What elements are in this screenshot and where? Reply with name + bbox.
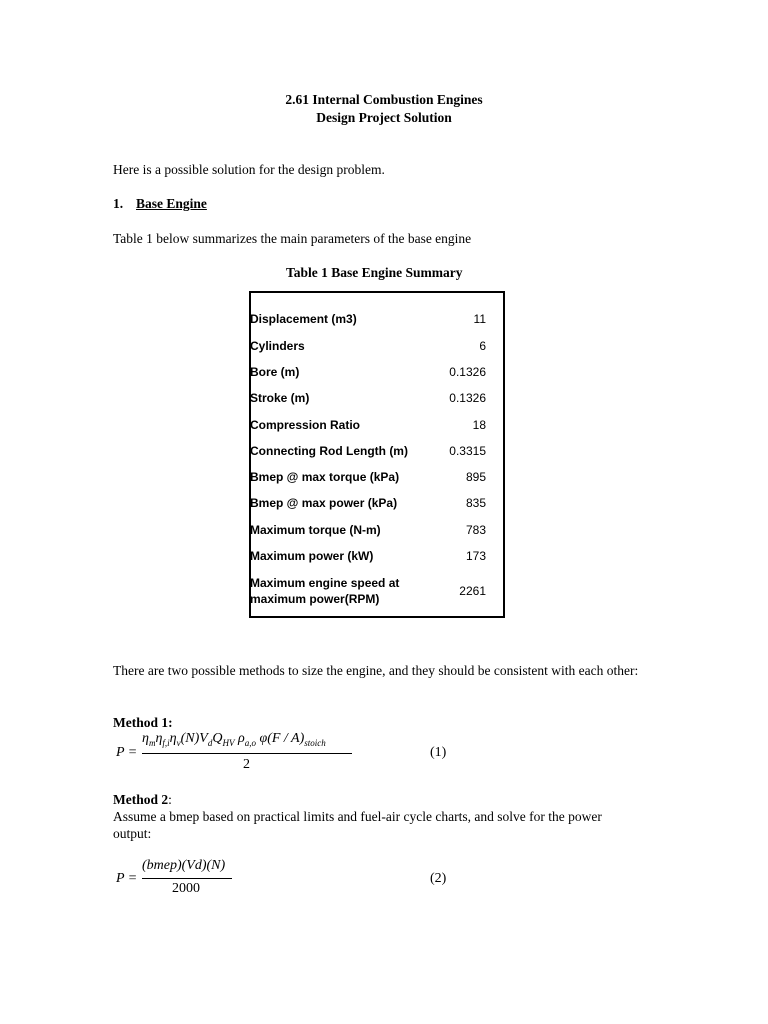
table-cell-label-line2: maximum power(RPM) <box>250 592 380 606</box>
table-row <box>250 575 486 607</box>
equation-2-denominator: 2000 <box>172 881 200 896</box>
table-row <box>250 470 486 484</box>
section-1-heading: Base Engine <box>136 196 207 211</box>
table-cell-label: Displacement (m3) <box>250 312 357 326</box>
section-1-number: 1. <box>113 196 124 211</box>
table-cell-label: Maximum torque (N-m) <box>250 523 381 537</box>
table-caption: Table 1 Base Engine Summary <box>286 265 463 280</box>
table-row <box>250 339 486 353</box>
table-cell-value: 0.1326 <box>449 365 486 379</box>
methods-intro: There are two possible methods to size the engine, and they should be consistent with each other: <box>113 663 639 678</box>
section-1-text: Table 1 below summarizes the main parameters of the base engine <box>113 231 472 246</box>
table-cell-label: Bmep @ max torque (kPa) <box>250 470 400 484</box>
table-cell-value: 6 <box>479 339 486 353</box>
table-cell-label: Maximum power (kW) <box>250 549 374 563</box>
table-cell-label: Compression Ratio <box>250 418 361 432</box>
method-2-heading: Method 2 <box>113 792 169 807</box>
method-2-text: Assume a bmep based on practical limits and fuel-air cycle charts, and solve for the power output: <box>113 809 602 841</box>
table-cell-label <box>250 575 399 607</box>
table-row <box>250 418 486 432</box>
table-row <box>250 312 486 326</box>
page-title: 2.61 Internal Combustion Engines <box>285 92 483 107</box>
equation-2-numerator: (bmep)(Vd)(N) <box>142 858 226 873</box>
table-cell-value: 0.1326 <box>449 391 486 405</box>
table-row <box>250 391 486 405</box>
method-2-heading-line <box>113 791 172 808</box>
equation-2-fraction-bar <box>142 878 232 879</box>
equation-2-number: (2) <box>430 871 447 886</box>
table-row <box>250 365 486 379</box>
table-row <box>250 496 486 510</box>
table-cell-value: 895 <box>465 470 486 484</box>
table-cell-value: 0.3315 <box>449 444 486 458</box>
table-cell-label: Bmep @ max power (kPa) <box>250 496 398 510</box>
method-1-heading: Method 1: <box>113 715 173 730</box>
table-cell-value: 173 <box>465 549 486 563</box>
table-cell-label: Stroke (m) <box>250 391 310 405</box>
table-cell-label-line1: Maximum engine speed at <box>250 576 400 590</box>
table-cell-value: 783 <box>465 523 486 537</box>
table-row <box>250 523 486 537</box>
table-cell-value: 11 <box>473 312 486 326</box>
table-cell-value: 2261 <box>459 584 486 598</box>
table-row <box>250 549 486 563</box>
table-cell-value: 18 <box>472 418 486 432</box>
table-cell-label: Cylinders <box>250 339 305 353</box>
equation-1-denominator: 2 <box>243 757 250 772</box>
equation-1-numerator: $\eta_m\eta_{f,i}\eta_v(N)V_dQ_{HV}$ $\rho_{a,o}$ $\varphi(F / A)_{stoich}$ <box>142 731 326 748</box>
table-cell-label: Connecting Rod Length (m) <box>250 444 408 458</box>
equation-1-fraction-bar <box>142 753 352 754</box>
equation-1-number: (1) <box>430 745 447 760</box>
equation-2-lhs: P = <box>116 871 138 886</box>
table-row <box>250 444 486 458</box>
table-cell-label: Bore (m) <box>250 365 300 379</box>
intro-paragraph: Here is a possible solution for the design problem. <box>113 162 385 177</box>
equation-1-lhs: P = <box>116 745 138 760</box>
method-2-colon: : <box>168 792 172 807</box>
page-subtitle: Design Project Solution <box>316 110 452 125</box>
table-cell-value: 835 <box>465 496 486 510</box>
